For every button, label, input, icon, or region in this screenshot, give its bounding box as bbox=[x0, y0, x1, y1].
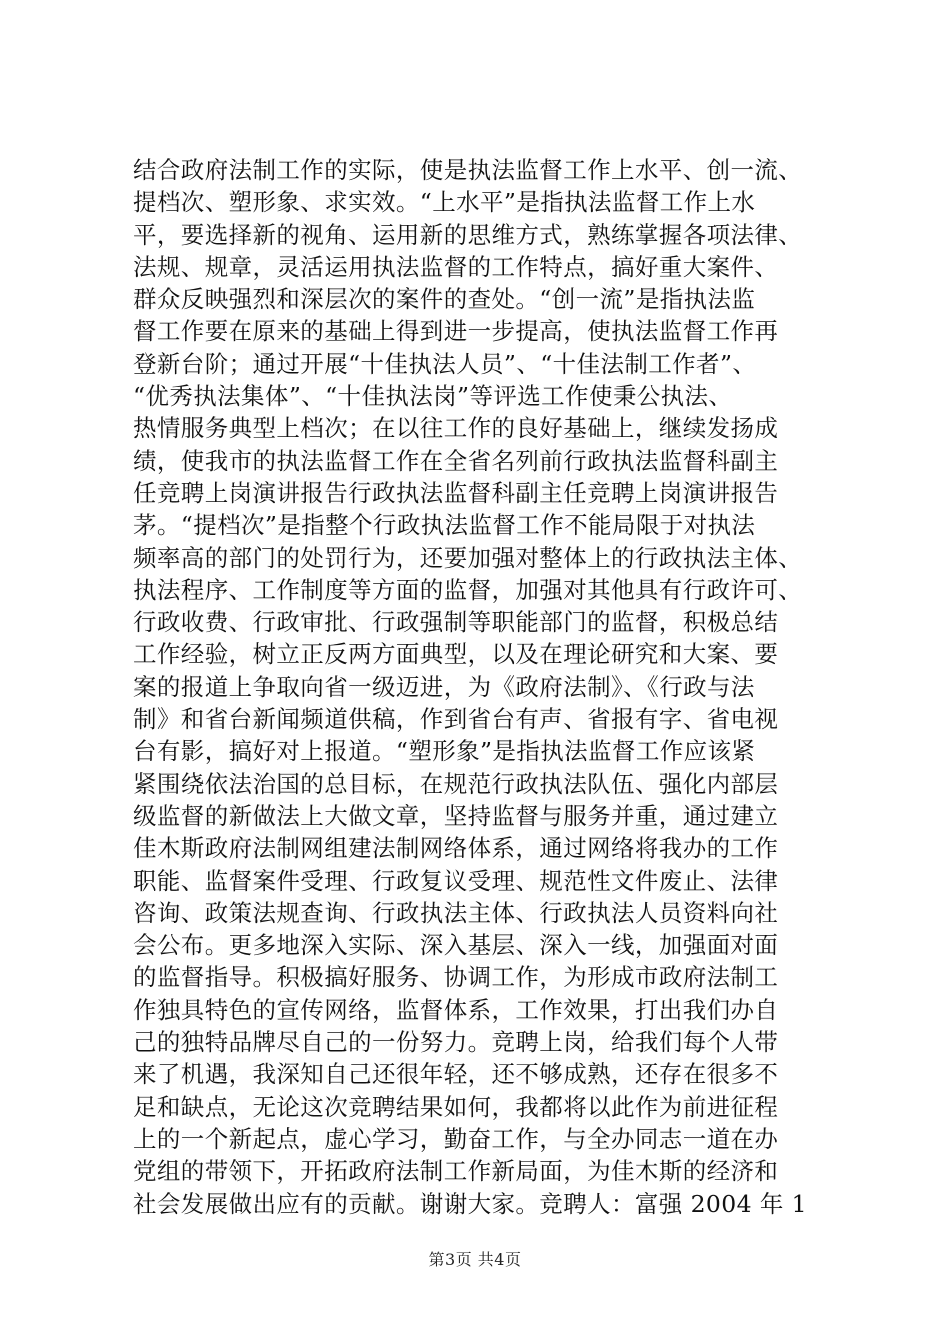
text-line-10: 绩，使我市的执法监督工作在全省名列前行政执法监督科副主 bbox=[133, 446, 779, 475]
text-line-26: 的监督指导。积极搞好服务、协调工作，为形成市政府法制工 bbox=[133, 963, 779, 992]
text-line-1: 结合政府法制工作的实际，使是执法监督工作上水平、创一流、 bbox=[133, 156, 803, 184]
text-line-11: 任竞聘上岗演讲报告行政执法监督科副主任竞聘上岗演讲报告 bbox=[133, 478, 779, 507]
text-line-15: 行政收费、行政审批、行政强制等职能部门的监督，积极总结 bbox=[133, 608, 779, 637]
text-line-12: 茅。“提档次”是指整个行政执法监督工作不能局限于对执法 bbox=[133, 511, 756, 540]
text-line-7: 登新台阶；通过开展“十佳执法人员”、“十佳法制工作者”、 bbox=[133, 349, 757, 378]
text-line-23: 职能、监督案件受理、行政复议受理、规范性文件废止、法律 bbox=[133, 866, 779, 895]
body-text bbox=[133, 154, 833, 1220]
text-line-6: 督工作要在原来的基础上得到进一步提高，使执法监督工作再 bbox=[133, 317, 779, 346]
text-line-5: 群众反映强烈和深层次的案件的查处。“创一流”是指执法监 bbox=[133, 285, 756, 314]
page-number-label: 第3页 共4页 bbox=[428, 1250, 522, 1269]
text-line-3: 平，要选择新的视角、运用新的思维方式，熟练掌握各项法律、 bbox=[133, 220, 803, 249]
text-line-16: 工作经验，树立正反两方面典型，以及在理论研究和大案、要 bbox=[133, 640, 779, 669]
text-line-13: 频率高的部门的处罚行为，还要加强对整体上的行政执法主体、 bbox=[133, 543, 803, 572]
text-line-27: 作独具特色的宣传网络，监督体系，工作效果，打出我们办自 bbox=[133, 995, 779, 1024]
text-line-32: 党组的带领下，开拓政府法制工作新局面，为佳木斯的经济和 bbox=[133, 1157, 779, 1186]
text-line-17: 案的报道上争取向省一级迈进，为《政府法制》、《行政与法 bbox=[133, 672, 755, 701]
text-line-30: 足和缺点，无论这次竞聘结果如何，我都将以此作为前进征程 bbox=[133, 1092, 779, 1121]
text-line-22: 佳木斯政府法制网组建法制网络体系，通过网络将我办的工作 bbox=[133, 834, 779, 863]
text-line-4: 法规、规章，灵活运用执法监督的工作特点，搞好重大案件、 bbox=[133, 252, 779, 281]
text-line-28: 己的独特品牌尽自己的一份努力。竞聘上岗，给我们每个人带 bbox=[133, 1028, 779, 1057]
text-line-9: 热情服务典型上档次；在以往工作的良好基础上，继续发扬成 bbox=[133, 414, 779, 443]
text-line-24: 咨询、政策法规查询、行政执法主体、行政执法人员资料向社 bbox=[133, 898, 779, 927]
text-line-20: 紧围绕依法治国的总目标，在规范行政执法队伍、强化内部层 bbox=[133, 769, 779, 798]
text-line-2: 提档次、塑形象、求实效。“上水平”是指执法监督工作上水 bbox=[133, 188, 756, 217]
text-line-19: 台有影，搞好对上报道。“塑形象”是指执法监督工作应该紧 bbox=[133, 737, 756, 766]
page-footer bbox=[0, 1247, 950, 1270]
text-line-31: 上的一个新起点，虚心学习，勤奋工作，与全办同志一道在办 bbox=[133, 1124, 779, 1153]
text-line-33: 社会发展做出应有的贡献。谢谢大家。竞聘人：富强 2004 年 1 bbox=[133, 1189, 807, 1218]
text-line-14: 执法程序、工作制度等方面的监督，加强对其他具有行政许可、 bbox=[133, 575, 803, 604]
text-line-25: 会公布。更多地深入实际、深入基层、深入一线，加强面对面 bbox=[133, 931, 779, 960]
text-line-21: 级监督的新做法上大做文章，坚持监督与服务并重，通过建立 bbox=[133, 801, 779, 830]
text-line-8: “优秀执法集体”、“十佳执法岗”等评选工作使秉公执法、 bbox=[133, 382, 733, 411]
text-line-18: 制》和省台新闻频道供稿，作到省台有声、省报有字、省电视 bbox=[133, 705, 779, 734]
text-line-29: 来了机遇，我深知自己还很年轻，还不够成熟，还存在很多不 bbox=[133, 1060, 779, 1089]
